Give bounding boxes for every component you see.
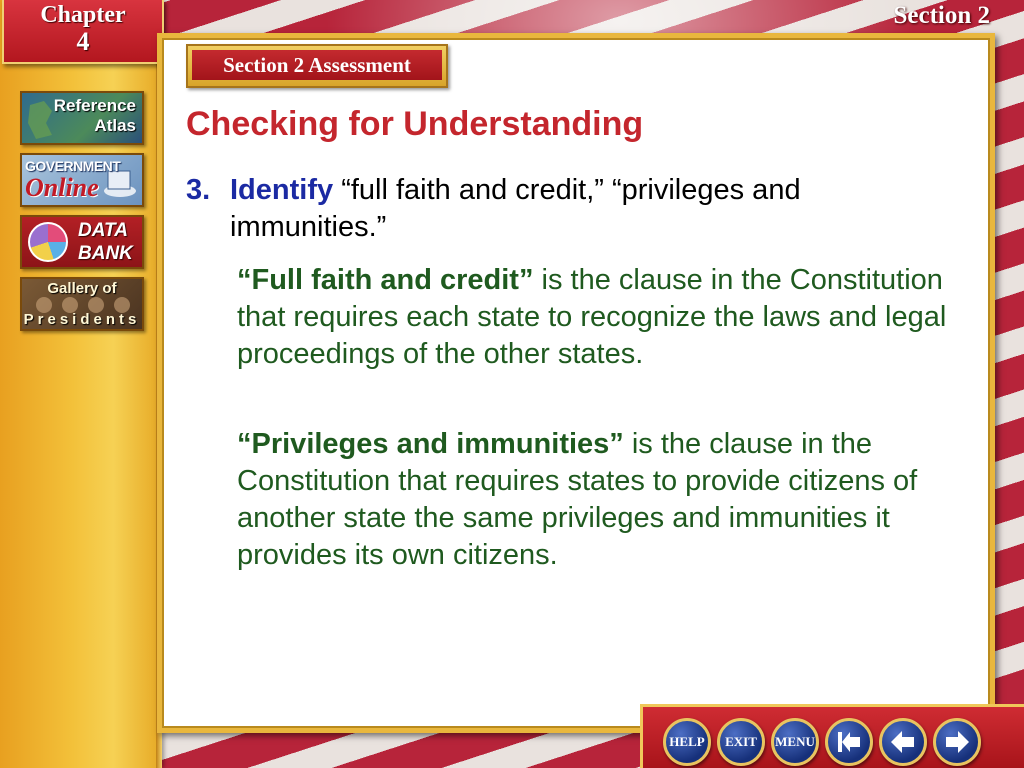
next-arrow-icon: [942, 727, 972, 757]
gallery-line1: Gallery of: [47, 280, 117, 297]
menu-label: MENU: [775, 734, 815, 749]
chapter-number: 4: [76, 27, 90, 56]
question-text: “full faith and credit,” “privileges and immunities.”: [230, 174, 801, 243]
help-button[interactable]: [663, 718, 711, 766]
next-button[interactable]: [933, 718, 981, 766]
answer-text: is the clause in the Constitution that requires each state to recognize the laws and legal proceedings of the other states.: [237, 264, 947, 370]
government-online-line1: GOVERNMENT: [25, 158, 121, 174]
reference-atlas-line2: Atlas: [94, 116, 136, 135]
exit-label: EXIT: [725, 734, 757, 749]
question: [186, 172, 946, 246]
government-online-button[interactable]: [20, 153, 144, 207]
pie-chart-icon: [28, 222, 68, 262]
government-online-line2: Online: [25, 173, 99, 202]
bottom-navbar: [640, 704, 1024, 768]
previous-arrow-icon: [888, 727, 918, 757]
reference-atlas-line1: Reference: [53, 96, 136, 115]
data-bank-button[interactable]: [20, 215, 144, 269]
gallery-line2: Presidents: [23, 311, 141, 328]
section-assessment-label: Section 2 Assessment: [192, 50, 442, 80]
exit-button[interactable]: [717, 718, 765, 766]
section-assessment-tab: [186, 44, 448, 88]
first-slide-icon: [834, 727, 864, 757]
page-title: Checking for Understanding: [186, 105, 644, 143]
chapter-word: Chapter: [40, 2, 126, 28]
data-bank-line2: BANK: [78, 243, 133, 264]
answer-full-faith: [237, 262, 977, 373]
first-slide-button[interactable]: [825, 718, 873, 766]
data-bank-line1: DATA: [78, 220, 128, 241]
reference-atlas-button[interactable]: [20, 91, 144, 145]
chapter-tab[interactable]: [2, 0, 164, 64]
gallery-of-presidents-button[interactable]: [20, 277, 144, 331]
answer-text: is the clause in the Constitution that requires states to provide citizens of another state the same privileges and immunities it provides its own citizens.: [237, 428, 918, 571]
answer-term: “Full faith and credit”: [237, 264, 534, 296]
section-label: Section 2: [893, 2, 990, 29]
answer-privileges: [237, 426, 977, 574]
question-number: 3.: [186, 174, 211, 206]
help-label: HELP: [669, 734, 705, 749]
menu-button[interactable]: [771, 718, 819, 766]
answer-term: “Privileges and immunities”: [237, 428, 624, 460]
previous-button[interactable]: [879, 718, 927, 766]
question-keyword: Identify: [230, 174, 334, 206]
